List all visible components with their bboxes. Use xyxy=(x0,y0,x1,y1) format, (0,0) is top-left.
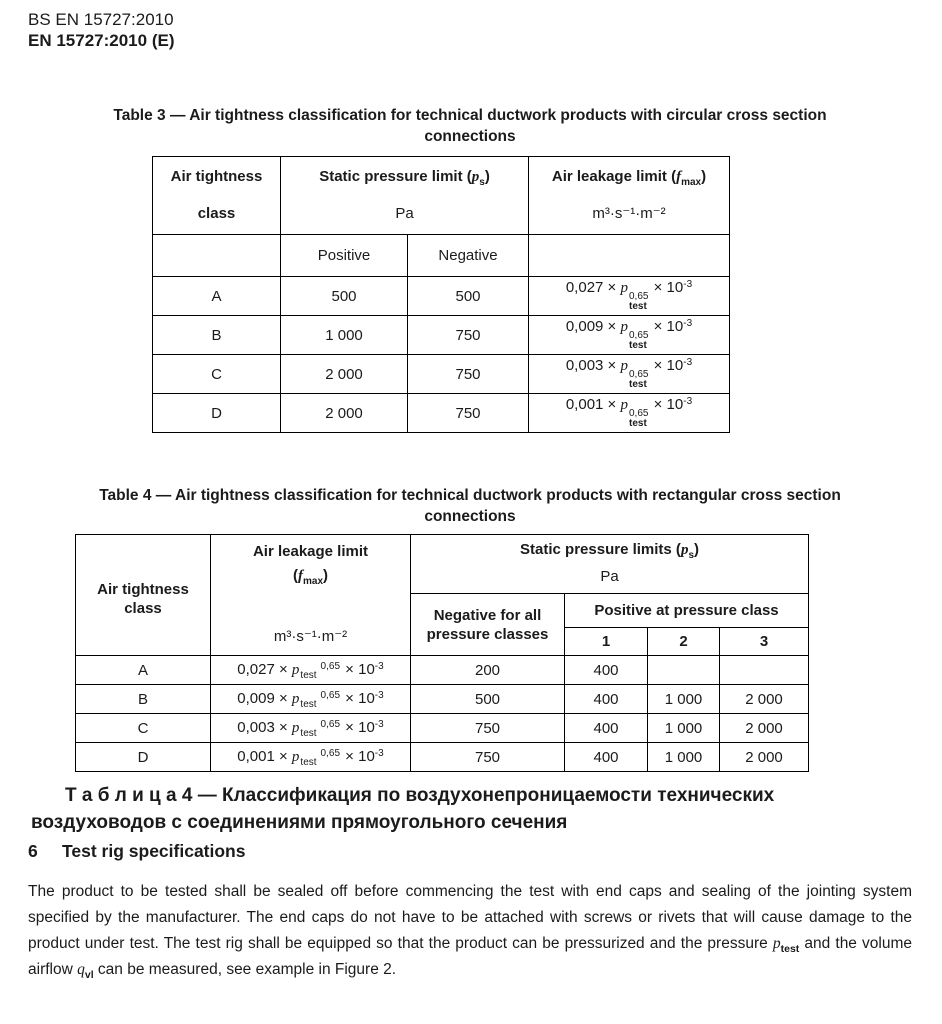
t3-header-leak-unit: m³·s⁻¹·m⁻² xyxy=(592,205,666,222)
t4-class-cell: C xyxy=(76,714,211,743)
t4-header-positive-at: Positive at pressure class xyxy=(565,594,809,628)
table4-caption-line2: connections xyxy=(424,508,516,525)
t4-negative-cell: 200 xyxy=(411,656,565,685)
t3-leakage-formula-cell: 0,001 × p 0,65 test × $10^{-3}$ xyxy=(529,394,730,433)
t3-header-static-pressure xyxy=(281,157,529,235)
table-row xyxy=(76,685,809,714)
t3-class-cell: B xyxy=(153,316,281,355)
t3-header-class-line1: Air tightness xyxy=(170,168,263,185)
t4-leakage-formula-cell: 0,001 × p 0,65 test × $10^{-3}$ xyxy=(211,743,411,772)
t4-header-class xyxy=(76,535,211,656)
t4-header-class-line2: class xyxy=(124,600,162,617)
t4-p1-cell: 400 xyxy=(565,685,648,714)
russian-caption-line2: воздуховодов с соединениями прямоугольного сечения xyxy=(31,812,568,833)
t3-header-static-label: Static pressure limit $(p_s)$ xyxy=(319,168,490,188)
t4-leakage-formula-cell: 0,009 × p 0,65 test × $10^{-3}$ xyxy=(211,685,411,714)
section-title: Test rig specifications xyxy=(62,841,246,861)
t3-header-positive: Positive xyxy=(281,235,408,277)
t3-negative-cell: 750 xyxy=(408,394,529,433)
empty-cell xyxy=(153,235,281,277)
table4-air-tightness-rectangular xyxy=(75,534,809,772)
t3-header-air-leakage xyxy=(529,157,730,235)
t4-p3-cell: 2 000 xyxy=(720,714,809,743)
t3-negative-cell: 750 xyxy=(408,316,529,355)
empty-cell xyxy=(529,235,730,277)
t4-p2-cell: 1 000 xyxy=(648,685,720,714)
t4-p1-cell: 400 xyxy=(565,743,648,772)
t3-negative-cell: 750 xyxy=(408,355,529,394)
t4-p3-cell xyxy=(720,656,809,685)
t3-positive-cell: 500 xyxy=(281,277,408,316)
section-number: 6 xyxy=(28,841,38,861)
t4-header-leak-unit: m³·s⁻¹·m⁻² xyxy=(273,628,348,645)
t3-header-leak-label: Air leakage limit $(f_{max})$ xyxy=(551,168,707,188)
t4-p2-cell: 1 000 xyxy=(648,743,720,772)
t4-p2-cell xyxy=(648,656,720,685)
t4-class-cell: A xyxy=(76,656,211,685)
t4-negative-cell: 750 xyxy=(411,743,565,772)
t4-header-air-leakage xyxy=(211,535,411,656)
table3-caption-line1: Table 3 — Air tightness classification for technical ductwork products with circular cross section xyxy=(113,107,827,124)
t3-leakage-formula-cell: 0,003 × p 0,65 test × $10^{-3}$ xyxy=(529,355,730,394)
t3-header-static-unit: Pa xyxy=(395,205,414,222)
t4-header-pressure-class-2: 2 xyxy=(648,628,720,656)
table-row xyxy=(76,714,809,743)
t4-header-leak-label: Air leakage limit $(f_{max})$ xyxy=(252,543,369,587)
t4-p2-cell: 1 000 xyxy=(648,714,720,743)
t4-negative-cell: 500 xyxy=(411,685,565,714)
table-row xyxy=(76,656,809,685)
t3-leakage-formula-cell: 0,027 × p 0,65 test × $10^{-3}$ xyxy=(529,277,730,316)
t4-header-class-line1: Air tightness xyxy=(97,581,189,598)
section-6-heading xyxy=(28,841,912,862)
document-reference xyxy=(28,9,912,51)
t3-positive-cell: 2 000 xyxy=(281,394,408,433)
table3-air-tightness-circular xyxy=(152,156,730,433)
t4-p3-cell: 2 000 xyxy=(720,743,809,772)
table4-caption xyxy=(28,485,912,527)
table3-caption-line2: connections xyxy=(424,128,516,145)
table-row xyxy=(153,355,730,394)
table-row xyxy=(153,316,730,355)
t4-header-pressure-class-3: 3 xyxy=(720,628,809,656)
russian-table-caption xyxy=(28,782,912,836)
table-row xyxy=(76,743,809,772)
t3-header-negative: Negative xyxy=(408,235,529,277)
table-row xyxy=(153,277,730,316)
t3-header-class-line2: class xyxy=(197,205,236,222)
t4-header-static-label: Static pressure limits $(p_s)$ xyxy=(520,541,699,561)
t4-leakage-formula-cell: 0,027 × p 0,65 test × $10^{-3}$ xyxy=(211,656,411,685)
t3-negative-cell: 500 xyxy=(408,277,529,316)
t3-class-cell: A xyxy=(153,277,281,316)
doc-ref-line1: BS EN 15727:2010 xyxy=(28,10,174,29)
t4-header-static-unit: Pa xyxy=(600,568,619,585)
t4-p3-cell: 2 000 xyxy=(720,685,809,714)
body-paragraph: The product to be tested shall be sealed off before commencing the test with end caps and sealing of the jointing system specified by the manufacturer. The end caps do not have to be attached with screws or rivets that will cause damage to the product under test. The test rig shall be equipped so that the product can be pressurized and the pressure $p_{test}$ and the volume airflow $q_{vl}$ can be measured, see example in Figure 2. xyxy=(28,883,913,982)
table3-caption xyxy=(28,105,912,147)
t4-negative-cell: 750 xyxy=(411,714,565,743)
t4-header-pressure-class-1: 1 xyxy=(565,628,648,656)
t3-leakage-formula-cell: 0,009 × p 0,65 test × $10^{-3}$ xyxy=(529,316,730,355)
t4-leakage-formula-cell: 0,003 × p 0,65 test × $10^{-3}$ xyxy=(211,714,411,743)
russian-caption-line1: Т а б л и ц а 4 — Классификация по воздухонепроницаемости технических xyxy=(65,785,775,806)
t3-class-cell: D xyxy=(153,394,281,433)
t3-class-cell: C xyxy=(153,355,281,394)
t4-p1-cell: 400 xyxy=(565,714,648,743)
t4-p1-cell: 400 xyxy=(565,656,648,685)
t4-class-cell: D xyxy=(76,743,211,772)
t3-header-class xyxy=(153,157,281,235)
t4-header-negative-all: Negative for all pressure classes xyxy=(411,594,565,656)
t3-positive-cell: 2 000 xyxy=(281,355,408,394)
doc-ref-line2: EN 15727:2010 (E) xyxy=(28,31,175,50)
t3-positive-cell: 1 000 xyxy=(281,316,408,355)
t4-header-static-pressure xyxy=(411,535,809,594)
t4-class-cell: B xyxy=(76,685,211,714)
table4-caption-line1: Table 4 — Air tightness classification for technical ductwork products with rectangular cross section xyxy=(99,487,841,504)
table-row xyxy=(153,394,730,433)
